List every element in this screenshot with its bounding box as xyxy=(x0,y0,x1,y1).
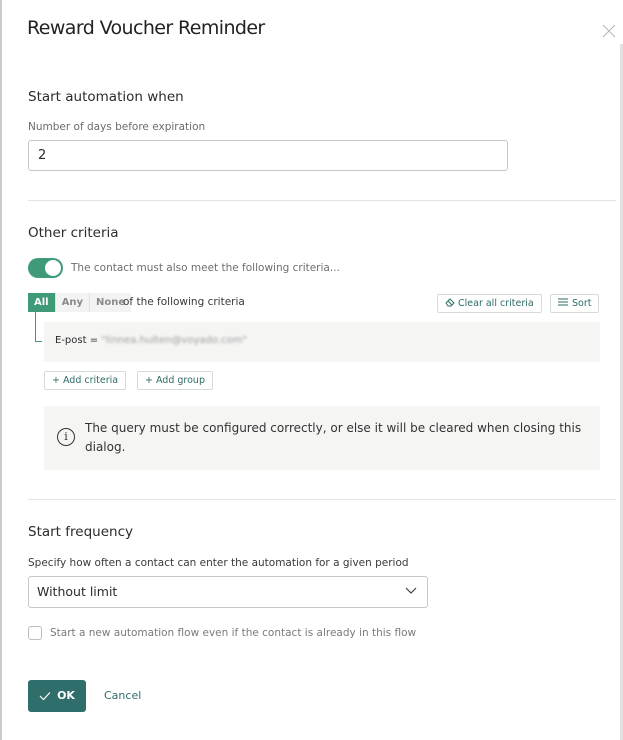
add-group-button[interactable]: + Add group xyxy=(137,371,213,390)
info-icon: i xyxy=(57,428,75,446)
criteria-toggle[interactable] xyxy=(28,258,63,278)
days-before-expiration-input[interactable]: 2 xyxy=(28,140,508,171)
info-text: The query must be configured correctly, or else it will be cleared when closing this dialog. xyxy=(85,421,582,454)
days-label: Number of days before expiration xyxy=(28,121,206,133)
chevron-down-icon xyxy=(405,587,417,595)
match-mode-selector xyxy=(28,293,131,312)
ok-button[interactable] xyxy=(28,680,86,712)
other-criteria-title: Other criteria xyxy=(28,225,119,241)
start-frequency-title: Start frequency xyxy=(28,524,133,540)
criteria-value: "linnea.hulten@voyado.com" xyxy=(101,335,247,346)
toggle-label: The contact must also meet the following criteria... xyxy=(71,262,340,274)
dialog-title: Reward Voucher Reminder xyxy=(27,17,265,39)
dialog-left-edge xyxy=(0,0,2,740)
divider xyxy=(28,200,616,201)
restart-flow-label: Start a new automation flow even if the contact is already in this flow xyxy=(50,627,417,639)
ok-label: OK xyxy=(57,689,75,702)
add-criteria-button[interactable]: + Add criteria xyxy=(44,371,126,390)
frequency-description: Specify how often a contact can enter the automation for a given period xyxy=(28,557,409,569)
divider xyxy=(28,499,616,500)
info-notice xyxy=(44,406,600,470)
check-icon xyxy=(39,691,51,701)
cancel-button[interactable]: Cancel xyxy=(104,689,142,702)
start-automation-title: Start automation when xyxy=(28,89,184,105)
clear-all-criteria-button[interactable] xyxy=(437,294,542,313)
sort-button[interactable] xyxy=(550,294,599,313)
dialog-header xyxy=(0,0,620,62)
toggle-knob xyxy=(45,260,61,276)
match-suffix: of the following criteria xyxy=(123,296,245,308)
criteria-row[interactable] xyxy=(44,322,600,362)
criteria-expression xyxy=(55,335,247,346)
sort-label: Sort xyxy=(572,298,592,309)
match-mode-all[interactable]: All xyxy=(28,293,56,312)
match-mode-none[interactable]: None xyxy=(90,293,131,312)
lines-icon xyxy=(558,298,568,306)
frequency-select[interactable] xyxy=(28,576,428,608)
close-icon[interactable] xyxy=(601,23,617,39)
eraser-icon xyxy=(445,298,455,307)
match-mode-any[interactable]: Any xyxy=(56,293,90,312)
frequency-selected-value: Without limit xyxy=(37,584,118,599)
criteria-field: E-post = xyxy=(55,335,99,346)
criteria-tree-line xyxy=(35,312,42,342)
clear-all-label: Clear all criteria xyxy=(458,298,534,309)
restart-flow-checkbox[interactable] xyxy=(28,626,42,640)
